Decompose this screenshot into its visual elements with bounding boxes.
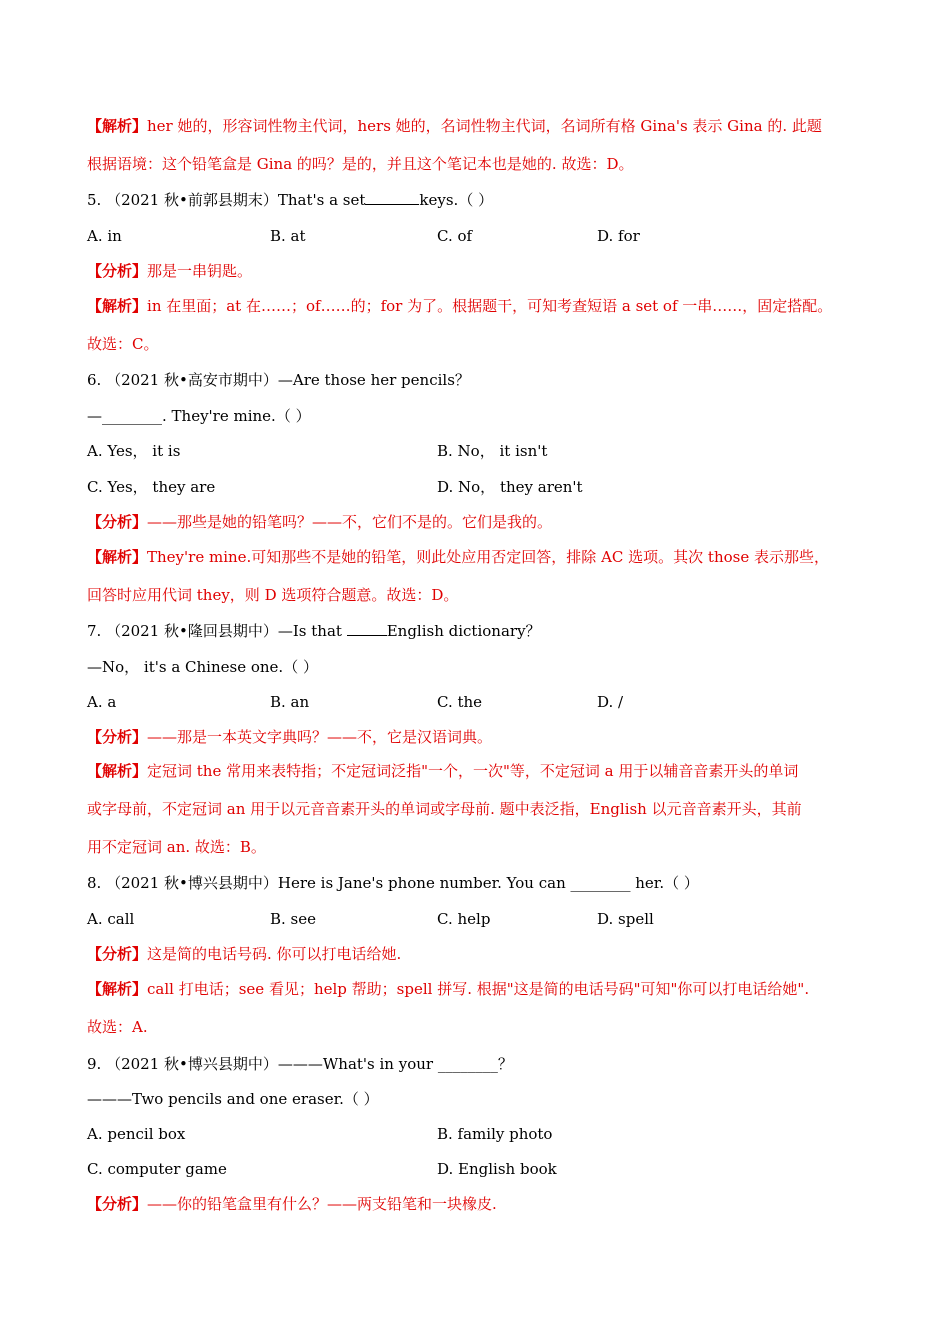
analysis-tag: 【分析】 <box>87 945 148 963</box>
q7-option-d: D. / <box>597 693 624 711</box>
q7-analysis: 【分析】——那是一本英文字典吗？——不，它是汉语词典。 <box>87 728 493 746</box>
q5-analysis: 【分析】那是一串钥匙。 <box>87 262 253 280</box>
q5-option-b: B. at <box>270 227 306 245</box>
analysis-tag: 【分析】 <box>87 1195 148 1213</box>
q5-stem: 5. （2021 秋•前郭县期末）That's a set keys.（ ） <box>87 191 494 209</box>
answer-blank <box>347 621 387 636</box>
q4-explanation-line2: 根据语境：这个铅笔盒是 Gina 的吗？是的，并且这个笔记本也是她的. 故选：D。 <box>87 155 634 173</box>
q8-explanation-line1: 【解析】call 打电话；see 看见；help 帮助；spell 拼写. 根据"这是简的电话号码"可知"你可以打电话给她". <box>87 980 810 998</box>
q5-option-a: A. in <box>87 227 122 245</box>
explanation-tag: 【解析】 <box>87 548 148 566</box>
analysis-tag: 【分析】 <box>87 513 148 531</box>
q6-stem: 6. （2021 秋•高安市期中）—Are those her pencils？ <box>87 371 470 389</box>
q9-option-a: A. pencil box <box>87 1125 186 1143</box>
q9-option-b: B. family photo <box>437 1125 553 1143</box>
q8-analysis: 【分析】这是简的电话号码. 你可以打电话给她. <box>87 945 402 963</box>
q5-option-c: C. of <box>437 227 473 245</box>
q8-stem: 8. （2021 秋•博兴县期中）Here is Jane's phone number. You can ________ her.（ ） <box>87 874 699 892</box>
q9-option-d: D. English book <box>437 1160 557 1178</box>
q8-explanation-line2: 故选：A. <box>87 1018 148 1036</box>
q6-option-d: D. No， they aren't <box>437 478 583 496</box>
q9-stem: 9. （2021 秋•博兴县期中）———What's in your ________？ <box>87 1055 513 1073</box>
q7-explanation-line1: 【解析】定冠词 the 常用来表特指；不定冠词泛指"一个，一次"等，不定冠词 a 用于以辅音音素开头的单词 <box>87 762 799 780</box>
explanation-tag: 【解析】 <box>87 117 148 135</box>
q9-analysis: 【分析】——你的铅笔盒里有什么？——两支铅笔和一块橡皮. <box>87 1195 497 1213</box>
analysis-tag: 【分析】 <box>87 262 148 280</box>
q6-option-b: B. No， it isn't <box>437 442 548 460</box>
answer-blank <box>365 190 419 205</box>
q7-stem: 7. （2021 秋•隆回县期中）—Is that English dictionary？ <box>87 622 541 640</box>
explanation-tag: 【解析】 <box>87 297 148 315</box>
analysis-tag: 【分析】 <box>87 728 148 746</box>
q5-option-d: D. for <box>597 227 640 245</box>
q7-option-b: B. an <box>270 693 310 711</box>
q9-option-c: C. computer game <box>87 1160 227 1178</box>
explanation-tag: 【解析】 <box>87 762 148 780</box>
q6-answer-line: —________. They're mine.（ ） <box>87 407 311 425</box>
q5-explanation-line2: 故选：C。 <box>87 335 159 353</box>
q6-explanation-line1: 【解析】They're mine.可知那些不是她的铅笔，则此处应用否定回答，排除 AC 选项。其次 those 表示那些， <box>87 548 829 566</box>
q5-explanation-line1: 【解析】in 在里面；at 在……；of……的；for 为了。根据题干，可知考查短语 a set of 一串……，固定搭配。 <box>87 297 833 315</box>
q4-explanation-line1: 【解析】her 她的，形容词性物主代词，hers 她的，名词性物主代词，名词所有格 Gina's 表示 Gina 的. 此题 <box>87 117 822 135</box>
explanation-tag: 【解析】 <box>87 980 148 998</box>
q7-option-a: A. a <box>87 693 117 711</box>
q8-option-c: C. help <box>437 910 491 928</box>
q9-answer-line: ———Two pencils and one eraser.（ ） <box>87 1090 379 1108</box>
q7-explanation-line3: 用不定冠词 an. 故选：B。 <box>87 838 266 856</box>
q7-answer-line: —No， it's a Chinese one.（ ） <box>87 658 318 676</box>
q6-analysis: 【分析】——那些是她的铅笔吗？——不，它们不是的。它们是我的。 <box>87 513 553 531</box>
q7-option-c: C. the <box>437 693 483 711</box>
q8-option-d: D. spell <box>597 910 654 928</box>
q8-option-b: B. see <box>270 910 317 928</box>
q6-option-a: A. Yes， it is <box>87 442 181 460</box>
q6-option-c: C. Yes， they are <box>87 478 216 496</box>
q6-explanation-line2: 回答时应用代词 they，则 D 选项符合题意。故选：D。 <box>87 586 459 604</box>
q8-option-a: A. call <box>87 910 135 928</box>
q7-explanation-line2: 或字母前，不定冠词 an 用于以元音音素开头的单词或字母前. 题中表泛指，English 以元音音素开头，其前 <box>87 800 802 818</box>
